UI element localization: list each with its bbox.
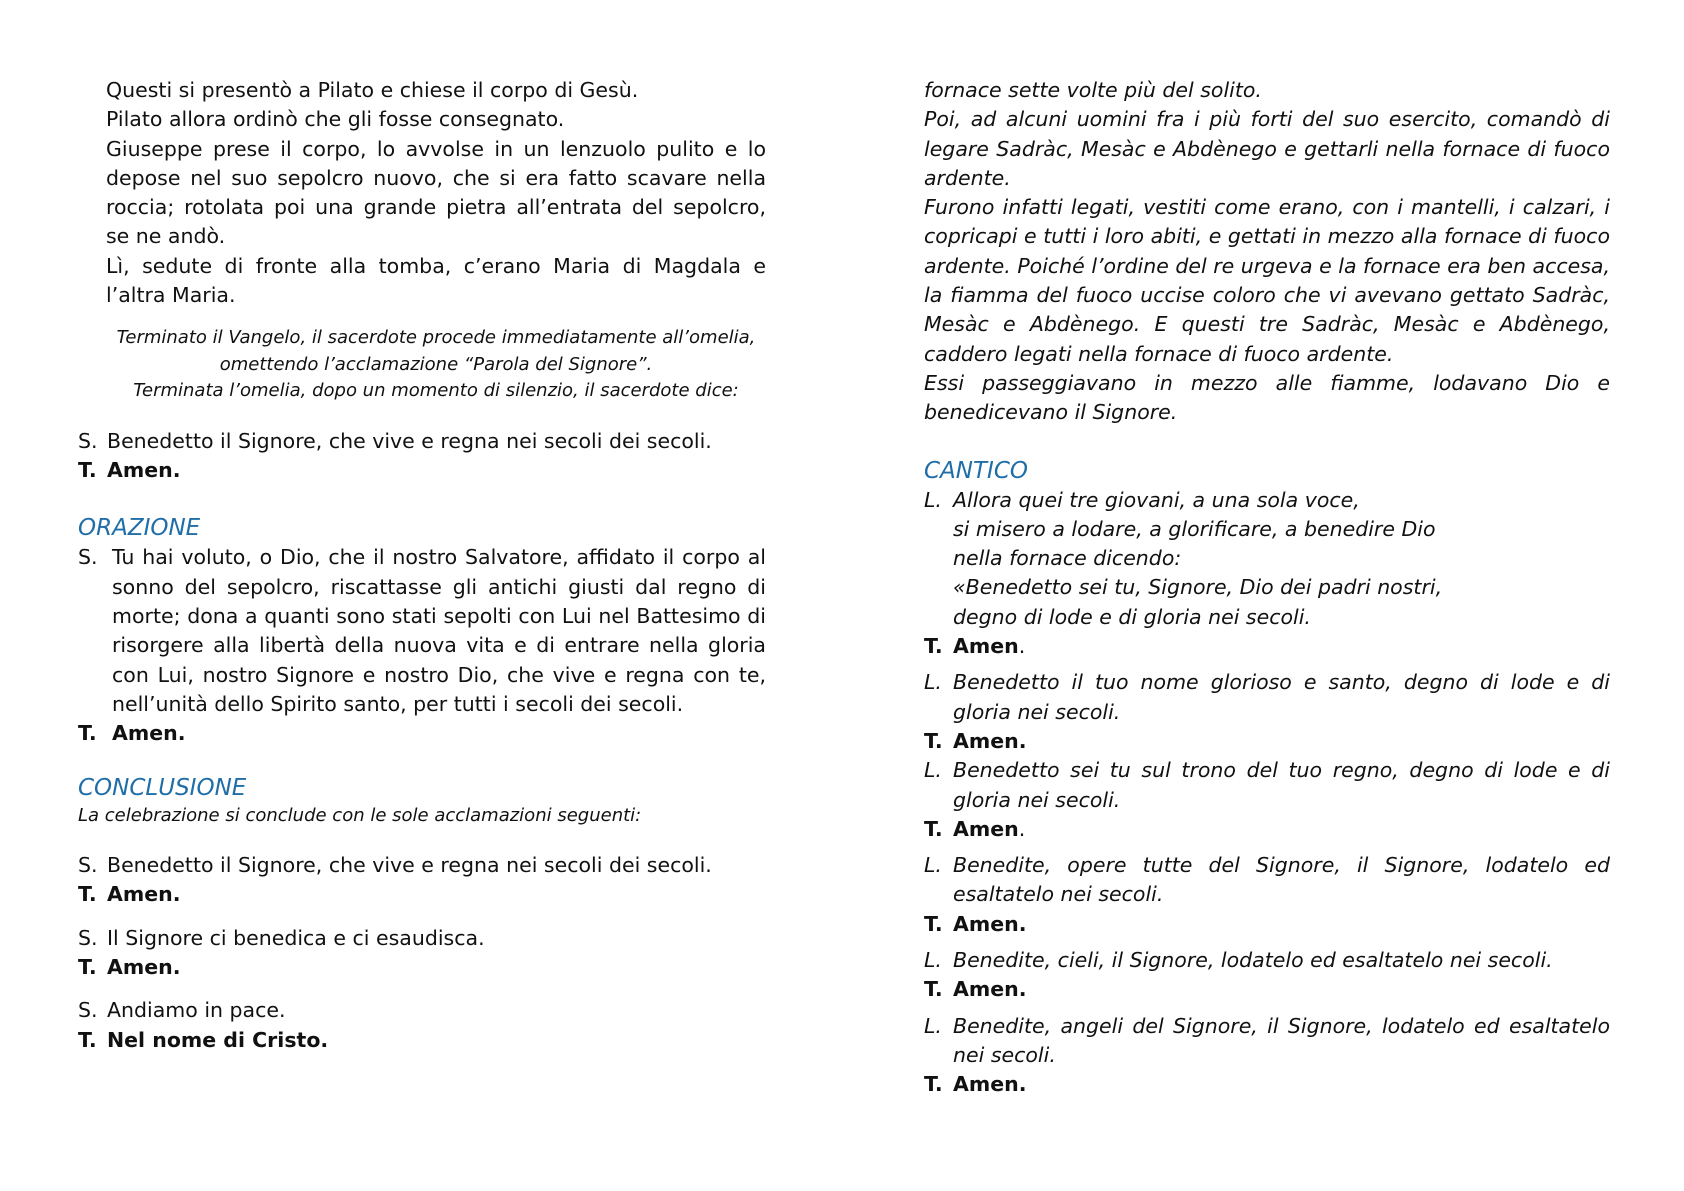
priest-line xyxy=(78,996,766,1025)
speaker-tag: L. xyxy=(924,487,942,512)
people-line xyxy=(924,727,1610,756)
priest-line xyxy=(78,427,766,456)
reader-text: Benedetto sei tu sul trono del tuo regno, degno di lode e di gloria nei secoli. xyxy=(953,758,1610,812)
reader-line xyxy=(924,486,1610,632)
response-punctuation: . xyxy=(1018,816,1026,841)
orazione-section xyxy=(78,513,766,748)
gospel-line: Giuseppe prese il corpo, lo avvolse in un lenzuolo pulito e lo depose nel suo sepolcro nuovo, che si era fatto scavare nella roccia; rotolata poi una grande pietra all’entrata del sepolcro, se ne andò. xyxy=(106,136,766,249)
speaker-tag: T. xyxy=(924,728,943,753)
reader-text: Benedite, cieli, il Signore, lodatelo ed esaltatelo nei secoli. xyxy=(953,948,1553,973)
rubric-line: omettendo l’acclamazione “Parola del Signore”. xyxy=(219,353,653,375)
section-heading: CONCLUSIONE xyxy=(78,774,247,801)
people-response: Amen. xyxy=(953,728,1027,753)
people-response: Amen. xyxy=(107,882,181,907)
speaker-tag: T. xyxy=(924,1072,943,1097)
speaker-tag: T. xyxy=(924,977,943,1002)
reading-text xyxy=(924,76,1610,428)
reading-line: Furono infatti legati, vestiti come erano, con i mantelli, i calzari, i copricapi e tutti i loro abiti, e gettati in mezzo alla fornace di fuoco ardente. Poiché l’ordine del re urgeva e la fornace era ben accesa, la fiamma del fuoco uccise coloro che vi avevano gettato Sadràc, Mesàc e Abdènego. E questi tre Sadràc, Mesàc e Abdènego, caddero legati nella fornace di fuoco ardente. xyxy=(924,195,1610,366)
reader-line xyxy=(924,668,1610,727)
cantico-verse xyxy=(924,668,1610,756)
speaker-tag: T. xyxy=(78,458,97,483)
speaker-tag: S. xyxy=(78,428,98,453)
section-heading: ORAZIONE xyxy=(78,515,201,542)
speaker-tag: T. xyxy=(924,816,943,841)
right-page xyxy=(924,76,1610,1100)
speaker-tag: L. xyxy=(924,853,942,878)
people-line xyxy=(78,880,766,909)
speaker-tag: T. xyxy=(78,1027,97,1052)
gospel-line: Lì, sedute di fronte alla tomba, c’erano Maria di Magdala e l’altra Maria. xyxy=(106,253,766,308)
dialogue-pair xyxy=(78,996,766,1055)
speaker-tag: L. xyxy=(924,1013,942,1038)
cantico-intro-line: «Benedetto sei tu, Signore, Dio dei padri nostri, xyxy=(953,575,1443,600)
cantico-verse xyxy=(924,851,1610,939)
section-rubric: La celebrazione si conclude con le sole acclamazioni seguenti: xyxy=(78,804,642,826)
reader-line xyxy=(924,851,1610,910)
cantico-intro-line: si misero a lodare, a glorificare, a benedire Dio xyxy=(953,516,1436,541)
people-response: Nel nome di Cristo. xyxy=(107,1027,329,1052)
speaker-tag: S. xyxy=(78,545,98,570)
people-response: Amen. xyxy=(953,1072,1027,1097)
people-line xyxy=(924,1070,1610,1099)
prayer-text: Tu hai voluto, o Dio, che il nostro Salvatore, affidato il corpo al sonno del sepolcro, riscattasse gli antichi giusti dal regno di morte; dona a quanti sono stati sepolti con Lui nel Battesimo di risorgere alla libertà della nuova vita e di entrare nella gloria con Lui, nostro Signore e nostro Dio, che vive e regna con te, nell’unità dello Spirito santo, per tutti i secoli dei secoli. xyxy=(112,545,766,716)
speaker-tag: S. xyxy=(78,925,98,950)
speaker-tag: T. xyxy=(78,954,97,979)
speaker-tag: T. xyxy=(924,911,943,936)
speaker-tag: L. xyxy=(924,670,942,695)
people-line xyxy=(924,975,1610,1004)
homily-rubric xyxy=(78,325,766,405)
speaker-tag: L. xyxy=(924,948,942,973)
cantico-section xyxy=(924,456,1610,1100)
people-response: Amen. xyxy=(107,954,181,979)
reading-line: Poi, ad alcuni uomini fra i più forti del suo esercito, comandò di legare Sadràc, Mesàc e Abdènego e gettarli nella fornace di fuoco ardente. xyxy=(924,107,1610,190)
priest-text: Il Signore ci benedica e ci esaudisca. xyxy=(107,925,485,950)
people-line xyxy=(78,953,766,982)
people-line xyxy=(924,632,1610,661)
reader-line xyxy=(924,946,1610,975)
response-punctuation: . xyxy=(1018,634,1026,659)
reader-line xyxy=(924,756,1610,815)
blessing-dialogue xyxy=(78,427,766,486)
people-line xyxy=(924,815,1610,844)
cantico-intro-line: degno di lode e di gloria nei secoli. xyxy=(953,604,1311,629)
dialogue-pair xyxy=(78,851,766,910)
people-line xyxy=(78,456,766,485)
speaker-tag: L. xyxy=(924,758,942,783)
speaker-tag: S. xyxy=(78,998,98,1023)
priest-line xyxy=(78,851,766,880)
gospel-text xyxy=(78,76,766,310)
cantico-verse xyxy=(924,946,1610,1005)
dialogue-pair xyxy=(78,924,766,983)
speaker-tag: T. xyxy=(78,882,97,907)
priest-text: Benedetto il Signore, che vive e regna nei secoli dei secoli. xyxy=(107,428,712,453)
reader-text: Benedite, angeli del Signore, il Signore, lodatelo ed esaltatelo nei secoli. xyxy=(953,1013,1610,1067)
reader-line xyxy=(924,1012,1610,1071)
people-line xyxy=(78,719,766,748)
cantico-intro-line: nella fornace dicendo: xyxy=(953,546,1182,571)
people-line xyxy=(924,910,1610,939)
gospel-line: Pilato allora ordinò che gli fosse consegnato. xyxy=(106,107,565,132)
speaker-tag: S. xyxy=(78,853,98,878)
people-line xyxy=(78,1026,766,1055)
people-response: Amen. xyxy=(953,977,1027,1002)
reading-line: fornace sette volte più del solito. xyxy=(924,78,1262,102)
people-response: Amen. xyxy=(107,458,181,483)
gospel-line: Questi si presentò a Pilato e chiese il corpo di Gesù. xyxy=(106,78,639,102)
left-page xyxy=(78,76,766,1055)
priest-text: Benedetto il Signore, che vive e regna nei secoli dei secoli. xyxy=(107,853,712,878)
rubric-line: Terminata l’omelia, dopo un momento di silenzio, il sacerdote dice: xyxy=(133,380,739,402)
priest-line xyxy=(78,543,766,719)
reader-text: Benedetto il tuo nome glorioso e santo, degno di lode e di gloria nei secoli. xyxy=(953,670,1610,724)
priest-text: Andiamo in pace. xyxy=(107,998,286,1023)
people-response: Amen xyxy=(953,634,1019,659)
speaker-tag: T. xyxy=(924,634,943,659)
people-response: Amen xyxy=(953,816,1019,841)
people-response: Amen. xyxy=(112,721,186,746)
cantico-verse xyxy=(924,756,1610,844)
section-heading: CANTICO xyxy=(924,457,1028,484)
cantico-verse xyxy=(924,1012,1610,1100)
conclusione-section xyxy=(78,773,766,1055)
reader-text: Benedite, opere tutte del Signore, il Signore, lodatelo ed esaltatelo nei secoli. xyxy=(953,853,1610,907)
cantico-intro-line: Allora quei tre giovani, a una sola voce, xyxy=(953,487,1360,512)
priest-line xyxy=(78,924,766,953)
reading-line: Essi passeggiavano in mezzo alle fiamme, lodavano Dio e benedicevano il Signore. xyxy=(924,370,1610,425)
rubric-line: Terminato il Vangelo, il sacerdote procede immediatamente all’omelia, xyxy=(116,327,756,349)
people-response: Amen. xyxy=(953,911,1027,936)
speaker-tag: T. xyxy=(78,721,97,746)
reader-text xyxy=(953,486,1610,632)
